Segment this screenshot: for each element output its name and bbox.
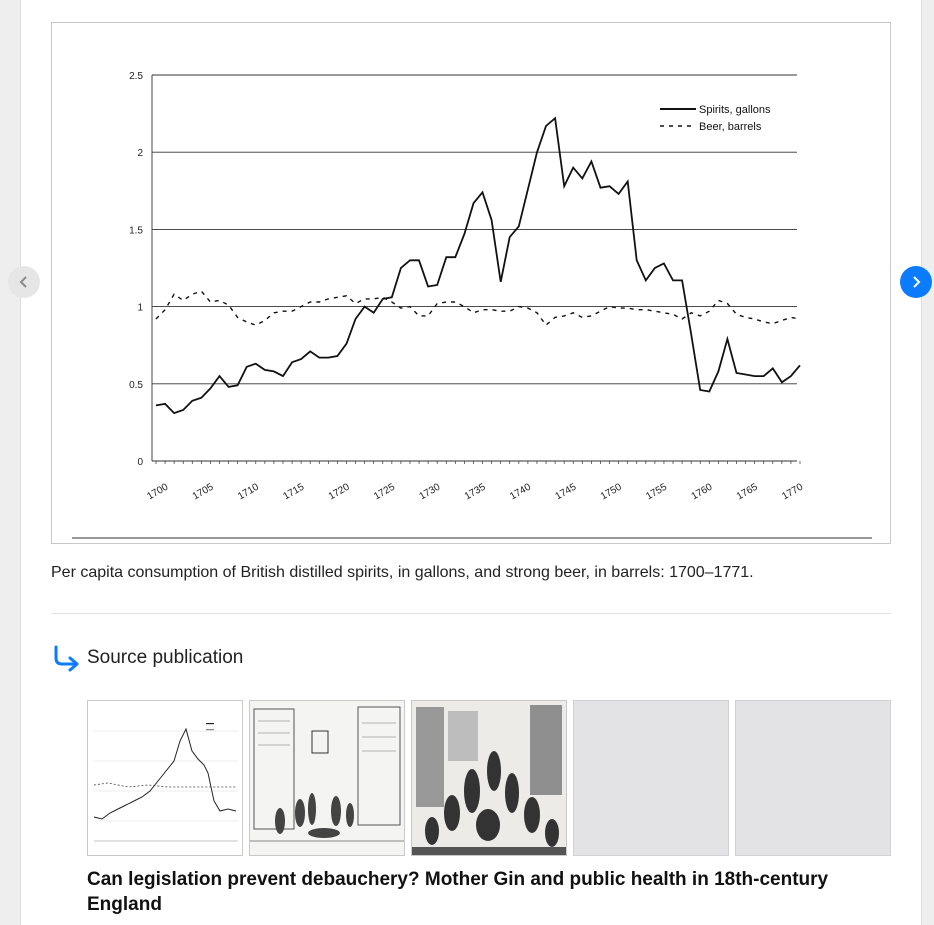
x-tick-label: 1750: [598, 481, 624, 503]
next-figure-button[interactable]: [900, 266, 932, 298]
x-tick-label: 1720: [326, 481, 352, 503]
y-tick-label: 1.5: [129, 225, 143, 237]
thumbnail-engraving-street[interactable]: [249, 700, 405, 856]
publication-title-link[interactable]: Can legislation prevent debauchery? Mother Gin and public health in 18th-century England: [87, 869, 829, 915]
y-axis-tick-labels: [129, 71, 143, 468]
x-tick-label: 1710: [236, 481, 261, 503]
chevron-right-icon: [909, 275, 923, 289]
x-tick-label: 1755: [644, 481, 670, 503]
x-tick-label: 1745: [553, 481, 579, 503]
y-tick-label: 0.5: [129, 379, 143, 391]
series-line-beer: [156, 291, 800, 325]
chart-thumbnail-image: [88, 701, 242, 855]
thumbnail-placeholder[interactable]: [573, 700, 729, 856]
y-tick-label: 0: [137, 457, 143, 468]
chart-series-lines: [156, 118, 800, 413]
thumbnail-placeholder[interactable]: [735, 700, 891, 856]
section-divider: [51, 613, 891, 614]
thumbnail-chart[interactable]: [87, 700, 243, 856]
consumption-line-chart: [52, 23, 890, 543]
y-tick-label: 1: [137, 302, 143, 314]
publication-thumbnails: [87, 700, 907, 856]
x-tick-label: 1760: [689, 481, 715, 503]
series-line-spirits: [156, 118, 800, 413]
y-tick-label: 2: [137, 148, 143, 160]
chevron-left-icon: [17, 275, 31, 289]
x-tick-label: 1735: [462, 481, 488, 503]
engraving-thumbnail-image: [250, 701, 404, 855]
x-axis-tick-labels: [145, 481, 805, 502]
source-publication-header: [51, 636, 243, 680]
x-tick-label: 1730: [417, 481, 443, 503]
x-tick-label: 1765: [734, 481, 760, 503]
x-tick-label: 1770: [780, 481, 806, 503]
chart-legend: [660, 104, 771, 133]
legend-label: Beer, barrels: [699, 121, 762, 133]
y-tick-label: 2.5: [129, 71, 143, 82]
legend-label: Spirits, gallons: [699, 104, 771, 116]
figure-caption: Per capita consumption of British distilled spirits, in gallons, and strong beer, in barrels: 1700–1771.: [51, 564, 754, 581]
previous-figure-button[interactable]: [8, 266, 40, 298]
thumbnail-engraving-crowd[interactable]: [411, 700, 567, 856]
engraving-thumbnail-image: [412, 701, 566, 855]
x-tick-label: 1705: [190, 481, 216, 503]
curved-arrow-right-icon: [51, 643, 81, 673]
figure-image[interactable]: [51, 22, 891, 544]
x-tick-label: 1740: [508, 481, 533, 503]
x-tick-label: 1715: [281, 481, 307, 503]
source-publication-label: Source publication: [87, 647, 244, 668]
x-tick-label: 1700: [145, 481, 171, 503]
x-tick-label: 1725: [372, 481, 397, 503]
